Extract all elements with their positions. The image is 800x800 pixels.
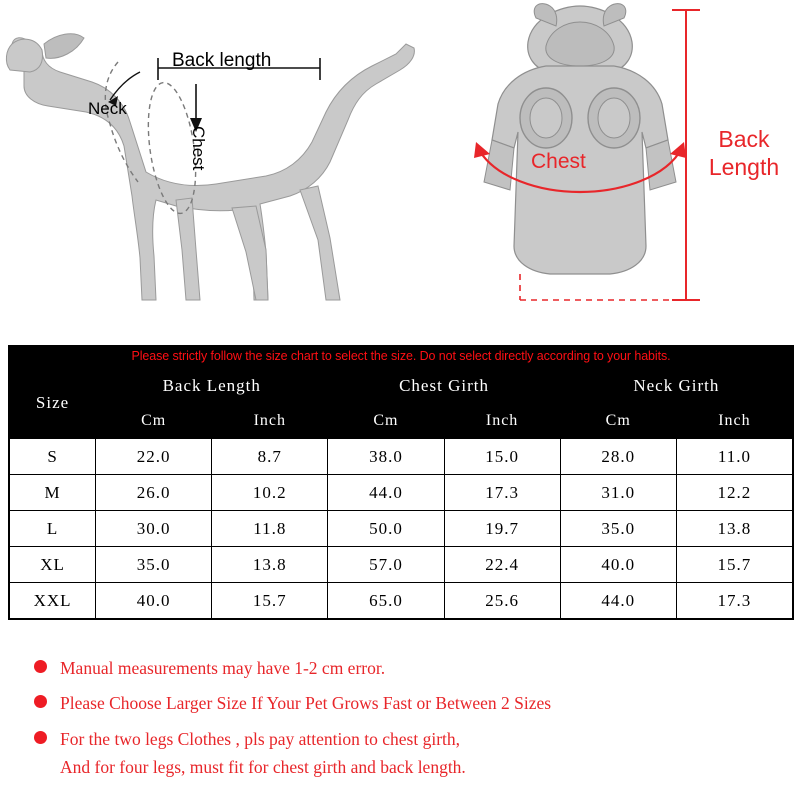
cell: 15.7: [212, 583, 328, 619]
table-group-header-row: [10, 368, 793, 404]
cell: 17.3: [444, 475, 560, 511]
dog-neck-label: Neck: [88, 99, 127, 118]
table-unit-header-row: [10, 404, 793, 439]
hoodie-back-length-line2: Length: [708, 154, 780, 181]
row-size: XXL: [10, 583, 96, 619]
cell: 26.0: [96, 475, 212, 511]
bullet-icon: [34, 660, 47, 673]
header-back-length: Back Length: [96, 368, 328, 404]
header-chest-girth: Chest Girth: [328, 368, 560, 404]
note-item: [8, 690, 792, 716]
hoodie-back-length-line1: Back: [718, 126, 770, 152]
table-row: [10, 511, 793, 547]
cell: 40.0: [96, 583, 212, 619]
cell: 22.0: [96, 439, 212, 475]
table-row: [10, 583, 793, 619]
cell: 19.7: [444, 511, 560, 547]
cell: 38.0: [328, 439, 444, 475]
bullet-icon: [34, 695, 47, 708]
table-row: [10, 547, 793, 583]
cell: 15.7: [676, 547, 792, 583]
cell: 10.2: [212, 475, 328, 511]
row-size: L: [10, 511, 96, 547]
header-unit-4: Cm: [560, 404, 676, 439]
header-unit-1: Inch: [212, 404, 328, 439]
cell: 22.4: [444, 547, 560, 583]
cell: 65.0: [328, 583, 444, 619]
size-chart-table: [9, 367, 793, 619]
hoodie-chest-label: Chest: [531, 150, 586, 173]
cell: 13.8: [676, 511, 792, 547]
header-unit-5: Inch: [676, 404, 792, 439]
header-unit-0: Cm: [96, 404, 212, 439]
bullet-icon: [34, 731, 47, 744]
note-item: [8, 655, 792, 681]
cell: 11.8: [212, 511, 328, 547]
cell: 44.0: [560, 583, 676, 619]
cell: 50.0: [328, 511, 444, 547]
table-row: [10, 439, 793, 475]
cell: 8.7: [212, 439, 328, 475]
cell: 17.3: [676, 583, 792, 619]
cell: 31.0: [560, 475, 676, 511]
header-size: Size: [10, 368, 96, 439]
cell: 25.6: [444, 583, 560, 619]
row-size: M: [10, 475, 96, 511]
header-unit-2: Cm: [328, 404, 444, 439]
cell: 12.2: [676, 475, 792, 511]
size-chart: [8, 345, 794, 620]
note-sub-text: And for four legs, must fit for chest girth and back length.: [60, 756, 466, 777]
cell: 35.0: [96, 547, 212, 583]
notes-list: [8, 655, 792, 778]
cell: 44.0: [328, 475, 444, 511]
header-neck-girth: Neck Girth: [560, 368, 792, 404]
table-row: [10, 475, 793, 511]
cell: 11.0: [676, 439, 792, 475]
header-unit-3: Inch: [444, 404, 560, 439]
row-size: S: [10, 439, 96, 475]
cell: 40.0: [560, 547, 676, 583]
dog-chest-label: Chest: [189, 126, 208, 171]
note-text: Please Choose Larger Size If Your Pet Grows Fast or Between 2 Sizes: [60, 693, 552, 714]
cell: 30.0: [96, 511, 212, 547]
dog-back-length-label: Back length: [172, 50, 272, 71]
cell: 13.8: [212, 547, 328, 583]
cell: 15.0: [444, 439, 560, 475]
note-text: For the two legs Clothes , pls pay attention to chest girth,: [60, 728, 461, 749]
cell: 57.0: [328, 547, 444, 583]
row-size: XL: [10, 547, 96, 583]
cell: 28.0: [560, 439, 676, 475]
note-item: [8, 726, 792, 752]
cell: 35.0: [560, 511, 676, 547]
hoodie-back-length-label: [690, 125, 798, 181]
size-diagram: [0, 0, 800, 340]
size-chart-top-note: Please strictly follow the size chart to select the size. Do not select directly according to your habits.: [9, 346, 793, 367]
note-text: Manual measurements may have 1-2 cm error.: [60, 658, 386, 678]
